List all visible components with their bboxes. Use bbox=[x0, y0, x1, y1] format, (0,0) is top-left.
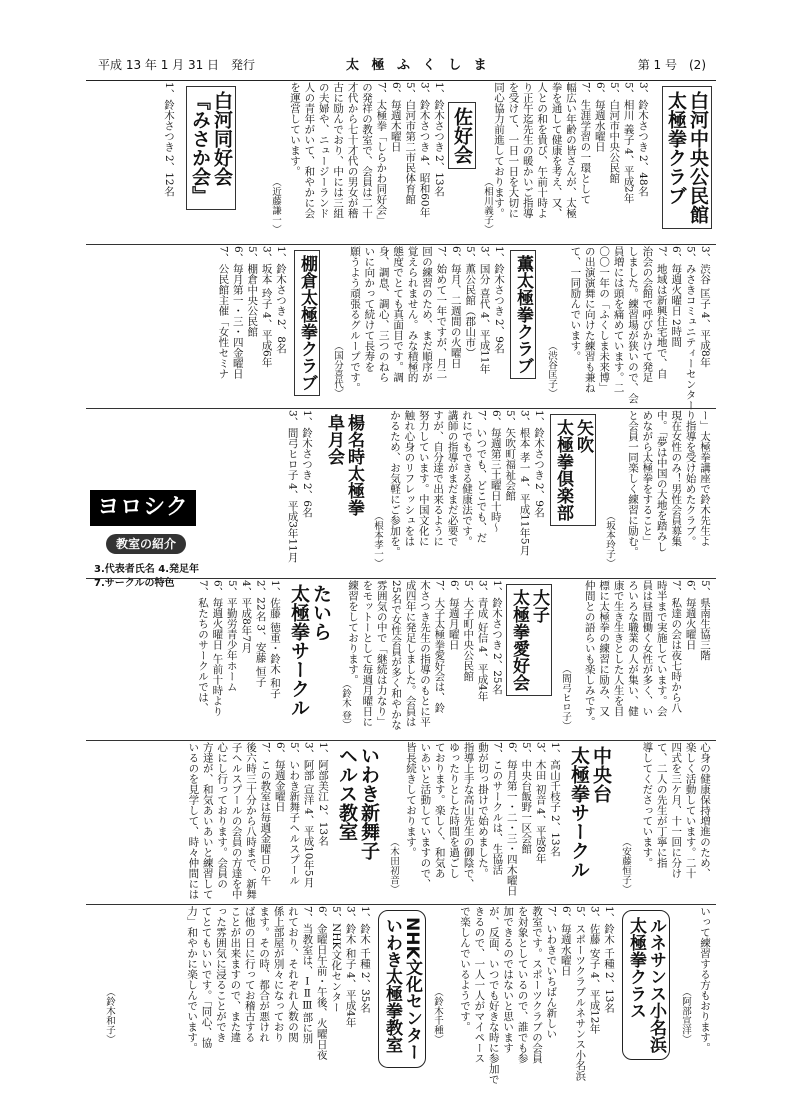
club-text: いって練習する方もおります。 bbox=[699, 906, 711, 1053]
issue-number: 第 1 号 (2) bbox=[637, 58, 706, 72]
newsletter-title: 太 極 ふ く し ま bbox=[346, 58, 491, 73]
club-title: 白河中央公民館 太極拳クラブ bbox=[662, 86, 712, 229]
club-title: 中央台 太極拳サークル bbox=[568, 746, 612, 879]
club-title: NHK文化センター いわき太極拳教室 bbox=[378, 910, 426, 1068]
club-credit: （国分喜代） bbox=[332, 341, 343, 398]
band-separator bbox=[86, 740, 716, 741]
legend-line-2: 7.サークルの特色 bbox=[94, 578, 175, 589]
band-6 bbox=[86, 906, 716, 1085]
club-text: ー」太極拳講座で鈴木先生よ り指導を受け始めたクラブ。 現在女性のみ！男性会員募集 中。「夢は中国の大地を踏みし めながら太極拳をすること」 と会員一同楽しく練習に励む。 bbox=[626, 410, 711, 557]
club-credit: （坂本玲子） bbox=[604, 511, 615, 568]
band-3 bbox=[86, 410, 716, 589]
club-credit: （渋谷匡子） bbox=[546, 341, 557, 398]
club-text: 1、鈴木さつき 2、13名 3、鈴木さつき 4、昭和60年 5、白河市第二市民体育館 6、毎週木曜日 7、太極拳「しらかわ同好会」 の発祥の教室で、会員は二十 才代から七十才代の男女が稽 古に励んでおり、中には三組 の夫婦や、ニュージーランド 人の青年がいて、和やかに会 を運営しています。 bbox=[288, 82, 445, 226]
club-credit: （木田初音） bbox=[388, 837, 399, 894]
club-text: 1、鈴木さつき 2、9名 3、国分 喜代 4、平成11年 5、薫公民館（郡山市） 6、毎月、二週間の火曜日 7、始めて一年ですが、月二 回の練習のため、まだ順序が 覚えられません。みな積極的 態度でとても真面目です。調 身、調息、調心、三つのねら いに向かって続けて長寿を 願うよう頑張るグループです。 bbox=[348, 246, 505, 393]
club-text: 1、鈴木さつき 2、12名 bbox=[163, 82, 175, 197]
page-header bbox=[86, 50, 716, 76]
band-separator bbox=[86, 244, 716, 245]
club-title: 大子 太極拳愛好会 bbox=[506, 584, 552, 696]
club-text: 1、高山千枝子 2、13名 3、木田 初音 4、平成8年 5、中央台飯野一区会館 6、毎月第一・二・三・四木曜日 7、このサークルは、生協活 動が切っ掛けで始めました。 指導上手な高山先生の御陰で、 ゆったりとした時間を過ごし ております。楽しく、和気あ いあいと活動していますので、 皆長続きしております。 bbox=[404, 742, 561, 896]
club-text: 5、県南生協三階 6、毎週火曜日 7、私達の会は夜七時から八 時半まで実施しています。会 員は昼間働く女性が多く、い ろいろな職業の人が集い、健 康で生き生きとした人生を目 標に太極拳の練習に励み、又 仲間との語らいも楽しみです。 bbox=[583, 580, 711, 727]
band-2 bbox=[86, 246, 716, 411]
club-text: 1、鈴木さつき 2、25名 3、青成 好信 4、平成4年 5、大子町中央公民館 6、毎週月曜日 7、大子太極拳愛好会は、鈴 木さつき先生の指導のもとに平 成四年に発足しました。会員は 25名で女性会員が多く和やかな 雰囲気の中で「継続は力なり」 をモットーとして毎週月曜日に 練習をしております。 bbox=[346, 580, 503, 730]
club-credit: （間弓ヒロ子） bbox=[560, 663, 571, 730]
club-title: 矢吹 太極拳倶楽部 bbox=[550, 414, 596, 526]
band-separator bbox=[86, 408, 716, 409]
band-5 bbox=[86, 742, 716, 902]
club-title: 棚倉太極拳クラブ bbox=[294, 250, 320, 396]
yoroshiku-banner: ヨロシク bbox=[90, 490, 196, 526]
club-credit: （鈴木千種） bbox=[432, 987, 443, 1044]
club-title: 薫太極拳クラブ bbox=[510, 250, 536, 379]
club-text: 心身の健康保持増進のため、 楽しく活動しています。二十 四式を三ケ月、十一回に分け て、二人の先生が丁寧に指 導してくださっています。 bbox=[641, 742, 711, 879]
club-title: ルネサンス小名浜 太極拳クラス bbox=[622, 910, 670, 1060]
club-credit: （根本孝一） bbox=[372, 511, 383, 568]
club-text: 1、阿部美江 2、13名 3、阿部 宣洋 4、平成10年5月 5、いわき新舞子ヘルスプール 6、毎週金曜日 7、この教室は毎週金曜日の午 後六時三十分から八時まで、新舞 子ヘルスプールの会員の方達を中 心にし行っております。会員の 方達が、和気あいあいと練習して いるのを見学して、時々仲間には bbox=[187, 742, 329, 900]
band-separator bbox=[86, 578, 716, 579]
class-intro-badge: 教室の紹介 bbox=[106, 534, 186, 554]
club-credit: （近藤謙一） bbox=[270, 177, 281, 234]
club-text: 3、渋谷 匡子 4、平成8年 5、みさきコミュニティーセンター 6、毎週火曜日 2時間 7、地域は新興住宅地で、自 治会の会館で呼びかけて発足 しました。練習場が狭いので、会 員増には頭を痛めています。二 〇〇一年の「ふくしま未来博」 の出演演舞に向けた練習も兼ね て、一同励んでいます。 bbox=[569, 246, 711, 411]
club-credit: （鈴木和子） bbox=[104, 987, 115, 1044]
club-text: 1、鈴木 千種 2、13名 3、佐藤 安子 4、平成12年 5、スポーツクラブルネサンス小名浜 6、毎週水曜日 7、いわきでいちばん新しい 教室です。スポーツクラブの会員 を対象としているので、誰でも参 加できるのではないと思います が、反面、いつでも好きな時に参加で きるので、一人一人がマイペース で楽しんでいるようです。 bbox=[458, 906, 615, 1085]
issue-date: 平成 13 年 1 月 31 日 発行 bbox=[98, 58, 256, 72]
header-rule bbox=[86, 80, 716, 81]
club-title: いわき新舞子 ヘルス教室 bbox=[336, 746, 380, 860]
club-title: 佐好会 bbox=[448, 102, 476, 169]
band-separator bbox=[86, 904, 716, 905]
club-credit: （相川義子） bbox=[482, 177, 493, 234]
club-text: 1、鈴木さつき 2、6名 3、間弓ヒロ子 4、平成3年11月 bbox=[286, 410, 313, 563]
club-credit: （安藤恒子） bbox=[620, 837, 631, 894]
legend-line-1: 3.代表者氏名 4.発足年 bbox=[94, 564, 199, 575]
club-credit: （鈴木 登） bbox=[340, 679, 351, 730]
club-title: たいら 太極拳サークル bbox=[288, 584, 332, 717]
club-credit: （阿部宣洋） bbox=[680, 987, 691, 1044]
band-4 bbox=[86, 580, 716, 738]
page-body bbox=[86, 82, 716, 1085]
club-title: 白河同好会 『みさか会』 bbox=[186, 86, 236, 210]
club-text: 1、鈴木さつき 2、9名 3、根本 孝一 4、平成11年5月 5、矢吹町福祉会館 6、毎週第三土曜日十時～ 7、いつでも、どこでも、だ れにでもできる健康法です。 講師の指導がまだまだ必要で すが、自分達で出来るように 努力しています。中国文化に 触れ心身のリフレッシュをは かるため、お気軽にご参加を。 bbox=[388, 410, 545, 557]
band-1 bbox=[86, 82, 716, 242]
club-text: 1、佐藤 徳重・鈴木 和子 2、22名 3、安藤 恒子 4、平成8年7月 5、平勤労青少年ホーム 6、毎週火曜日 午前十時より 7、私たちのサークルでは、 bbox=[196, 580, 281, 717]
club-title: 楊名時太極拳 阜月会 bbox=[324, 414, 364, 516]
club-text: 1、鈴木 千種 2、35名 3、鈴木 和子 4、平成4年 5、NHK文化センター 6、金曜日午前・午後、火曜日夜 7、当教室は、ⅠⅡⅢ部に別 れており、それぞれ人数の関 係上部屋が別々になっており ます。その時、都合が悪けれ ば他の日に行ってお稽古する ことが出来ますので、また違 った雰囲気に浸ることができ てとてもいいです。「同心、協 力」和やかに楽しんでいます。 bbox=[186, 906, 371, 1060]
club-text: 3、鈴木さつき 2、48名 5、相川 義子 4、平成2年 5、白河市中央公民館 6、毎週水曜日 7、生涯学習の一環として 幅広い年齢の皆さんが、太極 拳を通して健康を考え、又、 人との和を貴び、午前十時よ り正午迄先生の暖かいご指導 を受けて、一日一日を大切に 同心協力前進しております。 bbox=[492, 82, 649, 219]
club-text: 1、鈴木さつき 2、8名 3、坂本 玲子 4、平成6年 5、棚倉中央公民館 6、毎月第一・三・四金曜日 7、公民館主催「女性セミナ bbox=[217, 246, 287, 379]
